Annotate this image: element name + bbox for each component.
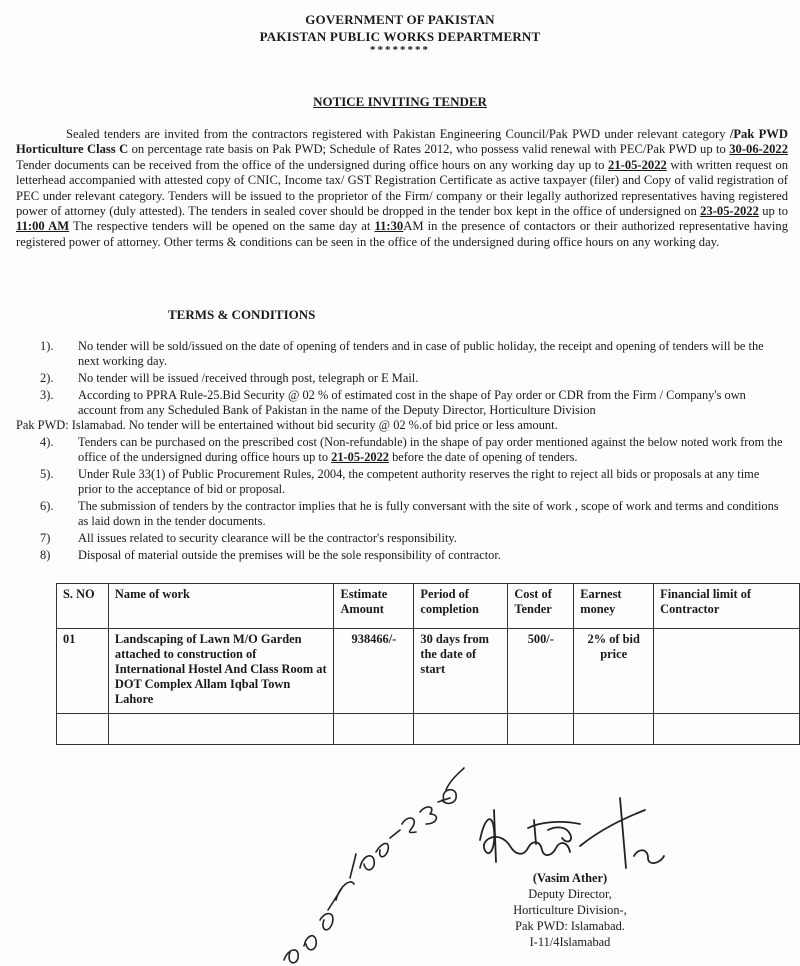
term-item: 4). Tenders can be purchased on the prescribed cost (Non-refundable) in the shape of pay order mentioned against the below noted work from the office of the undersigned during office hours up to 21-05-2022 before the date of opening of tenders. — [40, 435, 783, 464]
submission-date: 23-05-2022 — [700, 204, 759, 219]
table-cell: Landscaping of Lawn M/O Garden attached to construction of International Hostel And Class Room at DOT Complex Allam Iqbal Town Lahore — [108, 629, 334, 714]
table-cell — [654, 629, 800, 714]
header-line-2: PAKISTAN PUBLIC WORKS DEPARTMERNT — [259, 29, 541, 44]
signatory-address: I-11/4Islamabad — [529, 935, 611, 949]
table-cell: 01 — [57, 629, 109, 714]
term-item: 8) Disposal of material outside the premises will be the sole responsibility of contractor. — [40, 548, 501, 562]
table-header: Financial limit of Contractor — [654, 584, 800, 629]
table-cell: 2% of bid price — [574, 629, 654, 714]
table-cell — [57, 714, 109, 745]
table-cell — [508, 714, 574, 745]
terms-title: TERMS & CONDITIONS — [168, 307, 316, 322]
intro-paragraph: Sealed tenders are invited from the contractors registered with Pakistan Engineering Council/Pak PWD under relevant category /Pak PWD Horticulture Class C on percentage rate basis on Pak PWD; Schedule of Rates 2012, who possess valid renewal with PEC/Pak PWD up to 30-06-2022 Tender documents can be received from the office of the undersigned during office hours on any working day up to 21-05-2022 with written request on letterhead accompanied with attested copy of CNIC, Income tax/ GST Registration Certificate as active taxpayer (filer) and Copy of valid registration of PEC under relevant category. Tenders will be issued to the proprietor of the Firm/ company or their legally authorized representatives having registered power of attorney (duly attested). The tenders in sealed cover should be dropped in the tender box kept in the office of undersigned on 23-05-2022 up to 11:00 AM The respective tenders will be opened on the same day at 11:30AM in the presence of contactors or their authorized representative having registered power of attorney. Other terms & conditions can be seen in the office of the undersigned during office hours on any working day. — [16, 127, 789, 249]
table-header: Period of completion — [414, 584, 508, 629]
terms-list — [16, 339, 786, 565]
term-item: 7) All issues related to security clearance will be the contractor's responsibility. — [40, 531, 457, 545]
handwritten-diary-annotation — [270, 760, 480, 966]
works-table — [56, 583, 800, 745]
signatory-org: Pak PWD: Islamabad. — [515, 919, 625, 933]
table-row — [57, 629, 800, 714]
table-cell: 500/- — [508, 629, 574, 714]
table-cell: 30 days from the date of start — [414, 629, 508, 714]
table-cell — [654, 714, 800, 745]
table-cell — [574, 714, 654, 745]
term-item: 5). Under Rule 33(1) of Public Procurement Rules, 2004, the competent authority reserves the right to reject all bids or proposals at any time prior to the acceptance of bid or proposal. — [40, 467, 760, 496]
signature-block — [490, 870, 650, 950]
header-line-1: GOVERNMENT OF PAKISTAN — [305, 12, 495, 27]
table-row — [57, 714, 800, 745]
term-item: 2). No tender will be issued /received through post, telegraph or E Mail. — [40, 371, 419, 385]
table-header: Estimate Amount — [334, 584, 414, 629]
term-item: 3). According to PPRA Rule-25.Bid Security @ 02 % of estimated cost in the shape of Pay order or CDR from the Firm / Company's own account from any Scheduled Bank of Pakistan in the name of the Deputy Director, Horticulture Division — [40, 388, 746, 417]
table-cell — [414, 714, 508, 745]
submission-time: 11:00 AM — [16, 219, 70, 234]
signatory-title: Deputy Director, — [528, 887, 612, 901]
renewal-date: 30-06-2022 — [729, 142, 788, 157]
table-header-row — [57, 584, 800, 629]
signatory-division: Horticulture Division-, — [513, 903, 627, 917]
table-header: Name of work — [108, 584, 334, 629]
term-item: 1). No tender will be sold/issued on the date of opening of tenders and in case of public holiday, the receipt and opening of tenders will be the next working day. — [40, 339, 764, 368]
signature-mark — [470, 790, 690, 875]
term-item-continuation: Pak PWD: Islamabad. No tender will be entertained without bid security @ 02 %.of bid price or less amount. — [16, 418, 558, 432]
table-cell — [334, 714, 414, 745]
term-item: 6). The submission of tenders by the contractor implies that he is fully conversant with the site of work , scope of work and terms and conditions as laid down in the tender documents. — [40, 499, 779, 528]
table-cell: 938466/- — [334, 629, 414, 714]
notice-title: NOTICE INVITING TENDER — [313, 94, 487, 109]
issue-deadline-date: 21-05-2022 — [608, 157, 667, 172]
header-stars: ******** — [370, 44, 430, 56]
signatory-name: (Vasim Ather) — [532, 871, 608, 885]
table-header: Cost of Tender — [508, 584, 574, 629]
table-header: S. NO — [57, 584, 109, 629]
table-cell — [108, 714, 334, 745]
table-header: Earnest money — [574, 584, 654, 629]
opening-time: 11:30 — [374, 219, 404, 234]
